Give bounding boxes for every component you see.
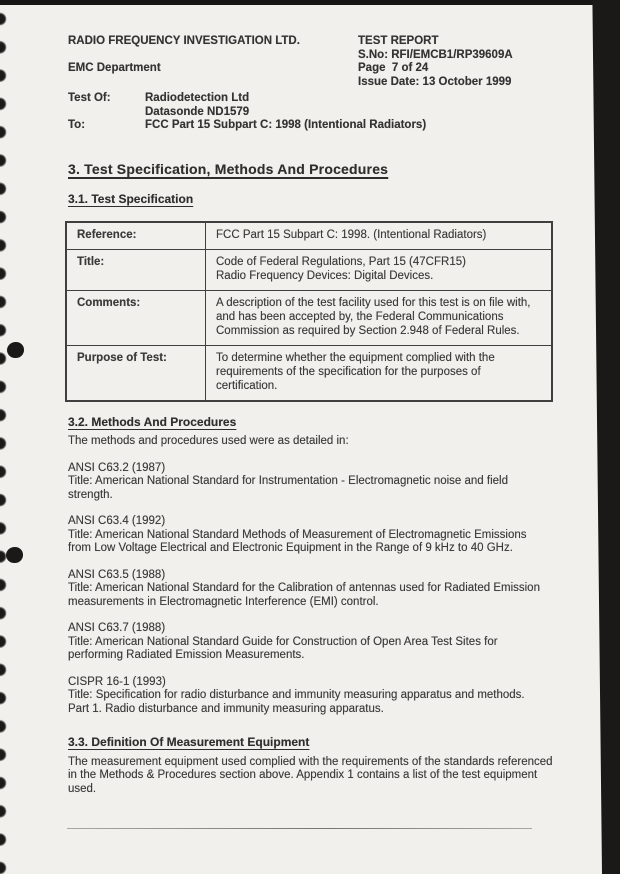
table-row [66,222,552,250]
to-row [68,119,554,133]
to-specification: FCC Part 15 Subpart C: 1998 (Intentional Radiators) [145,119,427,131]
page-number: Page 7 of 24 [358,62,429,74]
test-of-manufacturer: Radiodetection Ltd [145,92,250,104]
row-value-reference: FCC Part 15 Subpart C: 1998. (Intentional Radiators) [206,222,553,250]
table-row [66,249,552,290]
equipment-definition-text: The measurement equipment used complied with the requirements of the standards referenced in the Methods & Procedures section above. Appendix 1 contains a list of the test equipment used. [68,755,553,795]
standard-description: Title: American National Standard for Instrumentation - Electromagnetic noise and field strength. [68,475,508,501]
standard-entry [68,622,553,663]
standard-entry [68,515,553,556]
standard-entry [68,462,553,503]
row-label-reference: Reference: [66,222,206,250]
test-subject-block [68,92,554,133]
row-label-purpose: Purpose of Test: [66,345,206,401]
row-label-comments: Comments: [66,290,206,345]
header-left [68,35,358,89]
standard-description: Title: American National Standard Guide for Construction of Open Area Test Sites for performing Radiated Emission Measurements. [68,635,498,661]
section-3-3-title: 3.3. Definition Of Measurement Equipment [68,735,310,749]
row-value-title [206,249,553,290]
table-row [66,290,552,345]
standard-entry [68,569,553,610]
test-of-label: Test Of: [68,92,111,104]
standard-description: Title: American National Standard for the Calibration of antennas used for Radiated Emission measurements in Electromagnetic Interference (EMI) control. [68,582,540,608]
row-label-title: Title: [66,249,206,290]
binding-holes [0,0,12,874]
test-of-row [68,92,554,106]
test-of-row [68,106,554,120]
section-3-title: 3. Test Specification, Methods And Procedures [68,160,389,177]
standard-description: Title: Specification for radio disturbance and immunity measuring apparatus and methods. Part 1. Radio disturbance and immunity measuring apparatus. [68,689,525,715]
standard-name: ANSI C63.2 (1987) [68,461,166,474]
punch-hole [6,547,23,563]
issue-date: Issue Date: 13 October 1999 [358,75,512,88]
standard-description: Title: American National Standard Methods of Measurement of Electromagnetic Emissions from Low Voltage Electrical and Electronic Equipment in the Range of 9 kHz to 40 GHz. [68,528,527,554]
title-line-2: Radio Frequency Devices: Digital Devices. [216,269,434,282]
title-line-1: Code of Federal Regulations, Part 15 (47CFR15) [216,255,466,268]
scan-edge-top [0,0,620,5]
test-of-model: Datasonde ND1579 [145,105,250,118]
standard-name: ANSI C63.7 (1988) [68,622,166,634]
to-label: To: [68,119,86,131]
table-row [66,345,552,401]
row-value-purpose: To determine whether the equipment complied with the requirements of the specification for the purposes of certification. [206,345,553,401]
section-3-1-title: 3.1. Test Specification [68,192,194,206]
standard-name: ANSI C63.4 (1992) [68,515,166,527]
footer-rule [67,828,532,829]
standard-name: CISPR 16-1 (1993) [68,675,166,688]
company-name: RADIO FREQUENCY INVESTIGATION LTD. [68,35,300,47]
test-specification-table [65,221,553,402]
section-3-2-title: 3.2. Methods And Procedures [68,414,237,429]
standard-entry [68,676,553,717]
report-meta [358,35,554,89]
standard-name: ANSI C63.5 (1988) [68,568,166,581]
row-value-comments: A description of the test facility used for this test is on file with, and has been accepted by, the Federal Communications Commission as required by Section 2.948 of Federal Rules. [206,290,553,345]
report-title: TEST REPORT [358,35,439,47]
serial-number: S.No: RFI/EMCB1/RP39609A [358,48,513,61]
punch-hole [7,342,24,358]
department: EMC Department [68,62,161,74]
report-header [68,35,554,89]
methods-intro: The methods and procedures used were as detailed in: [68,435,349,447]
